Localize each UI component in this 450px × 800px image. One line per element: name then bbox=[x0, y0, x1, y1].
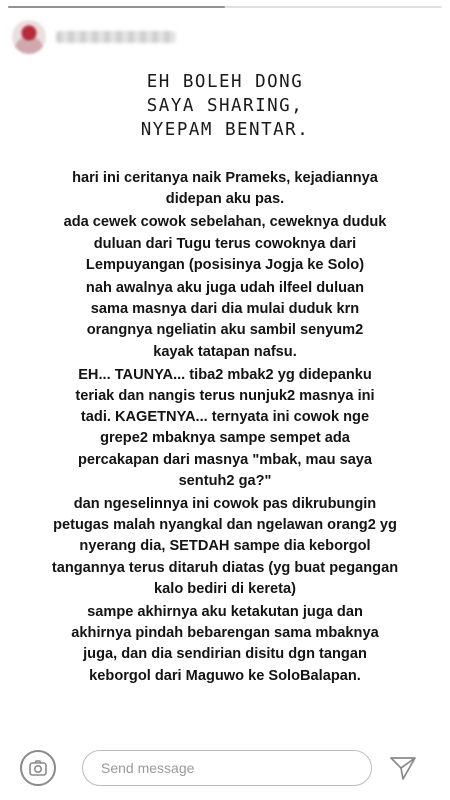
story-paragraph bbox=[30, 278, 420, 363]
story-reply-bar bbox=[0, 736, 450, 800]
camera-button[interactable] bbox=[20, 750, 56, 786]
title-line: EH BOLEH DONG bbox=[146, 72, 304, 92]
story-text-line: hari ini ceritanya naik Prameks, kejadiannya bbox=[72, 170, 378, 186]
story-header[interactable] bbox=[12, 20, 176, 54]
story-progress-bar bbox=[8, 6, 442, 8]
story-text-line: grepe2 mbaknya sampe sempet ada bbox=[100, 430, 350, 447]
story-text-line: sampe akhirnya aku ketakutan juga dan bbox=[87, 604, 363, 621]
send-icon bbox=[389, 755, 417, 781]
story-text-line: tadi. KAGETNYA... ternyata ini cowok nge bbox=[80, 409, 370, 426]
story-text-line: kayak tatapan nafsu. bbox=[153, 343, 297, 360]
story-progress-fill bbox=[8, 6, 225, 8]
title-line: NYEPAM BENTAR. bbox=[140, 120, 310, 140]
story-paragraph bbox=[30, 602, 420, 687]
story-text-line: nyerang dia, SETDAH sampe dia keborgol bbox=[79, 538, 371, 555]
story-text-line: EH... TAUNYA... tiba2 mbak2 yg didepanku bbox=[78, 366, 372, 383]
story-text-line: sama masnya dari dia mulai duduk krn bbox=[90, 301, 360, 318]
send-message-input[interactable] bbox=[82, 750, 372, 786]
send-button[interactable] bbox=[386, 752, 420, 784]
story-title bbox=[0, 70, 450, 142]
story-text-line: kalo bediri di kereta) bbox=[154, 580, 296, 597]
story-paragraph bbox=[30, 168, 420, 210]
camera-icon bbox=[28, 758, 48, 778]
story-text-line: sentuh2 ga?" bbox=[178, 472, 272, 489]
story-text-line: didepan aku pas. bbox=[165, 191, 285, 208]
story-body-text bbox=[30, 168, 420, 689]
story-text-line: orangnya ngeliatin aku sambil senyum2 bbox=[86, 322, 364, 339]
story-text-line: teriak dan nangis terus nunjuk2 masnya ini bbox=[75, 388, 375, 405]
story-text-line: tangannya terus ditaruh diatas (yg buat pegangan bbox=[51, 559, 399, 576]
username-blurred[interactable] bbox=[56, 31, 176, 43]
story-text-line: duluan dari Tugu terus cowoknya dari bbox=[93, 235, 357, 252]
story-text-line: keborgol dari Maguwo ke SoloBalapan. bbox=[89, 667, 361, 684]
story-paragraph bbox=[30, 365, 420, 492]
title-line: SAYA SHARING, bbox=[146, 96, 304, 116]
story-text-line: petugas malah nyangkal dan ngelawan orang2 yg bbox=[53, 517, 397, 534]
story-text-line: akhirnya pindah bebarengan sama mbaknya bbox=[71, 625, 379, 642]
avatar[interactable] bbox=[12, 20, 46, 54]
story-text-line: Lempuyangan (posisinya Jogja ke Solo) bbox=[85, 256, 365, 273]
story-text-line: nah awalnya aku juga udah ilfeel duluan bbox=[85, 280, 365, 297]
story-text-line: juga, dan dia sendirian disitu dgn tangan bbox=[83, 646, 367, 663]
story-paragraph bbox=[30, 494, 420, 600]
story-text-line: dan ngeselinnya ini cowok pas dikrubungin bbox=[73, 496, 377, 513]
story-text-line: percakapan dari masnya "mbak, mau saya bbox=[77, 451, 373, 468]
story-paragraph bbox=[30, 212, 420, 276]
story-text-line: ada cewek cowok sebelahan, ceweknya duduk bbox=[63, 214, 387, 231]
